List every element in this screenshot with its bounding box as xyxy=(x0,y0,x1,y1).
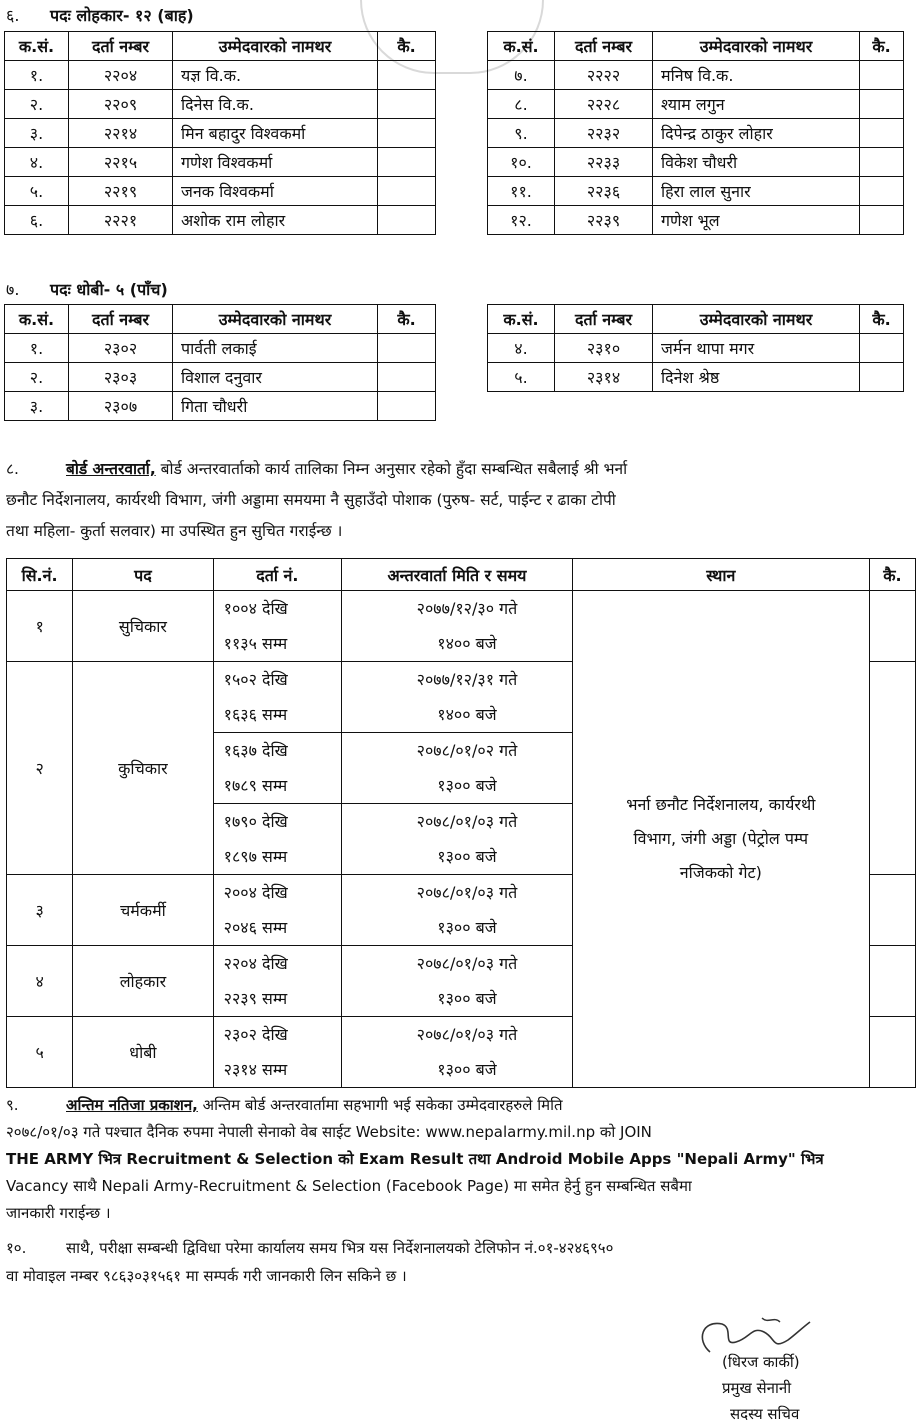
post-cell: चर्मकर्मी xyxy=(73,875,213,946)
serial-cell: ६. xyxy=(5,206,69,235)
reg-number-cell: २२३९ xyxy=(555,206,653,235)
remarks-cell xyxy=(869,875,915,946)
reg-number-cell: २२१४ xyxy=(69,119,173,148)
candidate-name-cell: गिता चौधरी xyxy=(173,392,378,421)
remarks-cell xyxy=(378,148,436,177)
post-cell: कुचिकार xyxy=(73,662,213,875)
serial-cell: ८. xyxy=(488,90,555,119)
serial-cell: ४. xyxy=(5,148,69,177)
serial-cell: २ xyxy=(7,662,73,875)
candidate-name-cell: गणेश विश्वकर्मा xyxy=(173,148,378,177)
table-row xyxy=(488,334,904,363)
candidate-name-cell: दिनेस वि.क. xyxy=(173,90,378,119)
section7-heading: ७. पदः धोबी- ५ (पाँच) xyxy=(6,280,168,299)
remarks-cell xyxy=(869,946,915,1017)
candidate-name-cell: पार्वती लकाई xyxy=(173,334,378,363)
serial-cell: १. xyxy=(5,61,69,90)
remarks-cell xyxy=(860,206,904,235)
reg-number-cell: २२२८ xyxy=(555,90,653,119)
interview-schedule-table: सि.नं. पद दर्ता नं. अन्तरवार्ता मिति र समय स्थान कै. १ सुचिकार १००४ देखि ११३५ सम्म २०७७/१२/३० गते १४०० बजे भर्ना छनौट निर्देशनालय, कार्यरथी विभाग, जंगी अड्डा (पेट्रोल पम्प नजिकको गेट) २ कुचिकार १५०२ देखि १६३६ सम्म २०७७/१२/३१ गते १४०० बजे १६३७ देखि १७८९ सम्म २०७८/०१/०२ गते १३०० बजे १७९० देखि १८९७ सम्म २०७८/०१/०३ गते १३०० बजे ३ चर्मकर्मी २००४ देखि २०४६ सम्म २०७८/०१/०३ गते १३०० बजे ४ लोहकार २२०४ देखि २२३९ सम्म २०७८/०१/०३ गते १३०० बजे ५ धोबी २३०२ देखि २३१४ सम्म २०७८/०१/०३ गते १३०० बजे xyxy=(6,558,916,1088)
reg-range-cell: १७९० देखि १८९७ सम्म xyxy=(213,804,341,875)
reg-number-cell: २२१५ xyxy=(69,148,173,177)
serial-cell: ४ xyxy=(7,946,73,1017)
serial-cell: ५. xyxy=(488,363,555,392)
remarks-cell xyxy=(378,90,436,119)
reg-number-cell: २३१० xyxy=(555,334,653,363)
table-row xyxy=(5,334,436,363)
interview-datetime-cell: २०७८/०१/०३ गते १३०० बजे xyxy=(342,875,573,946)
table-row xyxy=(488,90,904,119)
candidate-name-cell: जनक विश्वकर्मा xyxy=(173,177,378,206)
serial-cell: १२. xyxy=(488,206,555,235)
candidate-name-cell: यज्ञ वि.क. xyxy=(173,61,378,90)
reg-range-cell: १००४ देखि ११३५ सम्म xyxy=(213,591,341,662)
reg-range-cell: २३०२ देखि २३१४ सम्म xyxy=(213,1017,341,1088)
reg-number-cell: २३०२ xyxy=(69,334,173,363)
table-row xyxy=(5,392,436,421)
signatory-title: प्रमुख सेनानी xyxy=(722,1379,792,1397)
serial-cell: ५ xyxy=(7,1017,73,1088)
interview-datetime-cell: २०७७/१२/३१ गते १४०० बजे xyxy=(342,662,573,733)
candidate-name-cell: दिनेश श्रेष्ठ xyxy=(653,363,860,392)
table-row xyxy=(488,177,904,206)
signature-block xyxy=(722,1349,800,1427)
reg-number-cell: २२३२ xyxy=(555,119,653,148)
signatory-name: (धिरज कार्की) xyxy=(722,1353,800,1371)
section6-table-left: क.सं. दर्ता नम्बर उम्मेदवारको नामथर कै. १. २२०४ यज्ञ वि.क. २. २२०९ दिनेस वि.क. ३. २२१४ मिन बहादुर विश्वकर्मा ४. २२१५ गणेश विश्वकर्मा ५. २२१९ जनक विश्वकर्मा ६. २२२१ अशोक राम लोहार xyxy=(4,31,436,235)
serial-cell: ५. xyxy=(5,177,69,206)
section7-table-right: क.सं. दर्ता नम्बर उम्मेदवारको नामथर कै. ४. २३१० जर्मन थापा मगर ५. २३१४ दिनेश श्रेष्ठ xyxy=(487,304,904,392)
serial-cell: ११. xyxy=(488,177,555,206)
reg-range-cell: १५०२ देखि १६३६ सम्म xyxy=(213,662,341,733)
remarks-cell xyxy=(860,148,904,177)
table-row xyxy=(488,206,904,235)
interview-datetime-cell: २०७८/०१/०३ गते १३०० बजे xyxy=(342,804,573,875)
candidate-name-cell: अशोक राम लोहार xyxy=(173,206,378,235)
serial-cell: ३. xyxy=(5,119,69,148)
remarks-cell xyxy=(860,177,904,206)
table-row xyxy=(488,148,904,177)
reg-number-cell: २२१९ xyxy=(69,177,173,206)
candidate-name-cell: विकेश चौधरी xyxy=(653,148,860,177)
candidate-name-cell: दिपेन्द्र ठाकुर लोहार xyxy=(653,119,860,148)
serial-cell: ९. xyxy=(488,119,555,148)
remarks-cell xyxy=(860,363,904,392)
post-cell: लोहकार xyxy=(73,946,213,1017)
serial-cell: ४. xyxy=(488,334,555,363)
serial-cell: ३ xyxy=(7,875,73,946)
table-row xyxy=(488,119,904,148)
section10-paragraph: १०. साथै, परीक्षा सम्बन्धी द्विविधा परेमा कार्यालय समय भित्र यस निर्देशनालयको टेलिफोन नं.०१-४२४६९५० वा मोवाइल नम्बर ९८६३०३१५६१ मा सम्पर्क गरी जानकारी लिन सकिने छ । xyxy=(6,1239,614,1285)
table-row xyxy=(7,591,916,662)
interview-datetime-cell: २०७८/०१/०३ गते १३०० बजे xyxy=(342,946,573,1017)
table-row xyxy=(5,363,436,392)
candidate-name-cell: मिन बहादुर विश्वकर्मा xyxy=(173,119,378,148)
remarks-cell xyxy=(378,61,436,90)
reg-range-cell: २००४ देखि २०४६ सम्म xyxy=(213,875,341,946)
remarks-cell xyxy=(860,61,904,90)
candidate-name-cell: जर्मन थापा मगर xyxy=(653,334,860,363)
reg-number-cell: २२०९ xyxy=(69,90,173,119)
section6-table-right: क.सं. दर्ता नम्बर उम्मेदवारको नामथर कै. ७. २२२२ मनिष वि.क. ८. २२२८ श्याम लगुन ९. २२३२ दिपेन्द्र ठाकुर लोहार १०. २२३३ विकेश चौधरी ११. २२३६ हिरा लाल सुनार १२. २२३९ गणेश भूल xyxy=(487,31,904,235)
serial-cell: ३. xyxy=(5,392,69,421)
serial-cell: १. xyxy=(5,334,69,363)
serial-cell: १ xyxy=(7,591,73,662)
remarks-cell xyxy=(378,177,436,206)
remarks-cell xyxy=(860,119,904,148)
section6-heading: ६. पदः लोहकार- १२ (बाह) xyxy=(6,6,194,25)
serial-cell: १०. xyxy=(488,148,555,177)
remarks-cell xyxy=(378,206,436,235)
reg-range-cell: १६३७ देखि १७८९ सम्म xyxy=(213,733,341,804)
venue-cell: भर्ना छनौट निर्देशनालय, कार्यरथी विभाग, जंगी अड्डा (पेट्रोल पम्प नजिकको गेट) xyxy=(572,591,869,1088)
table-row xyxy=(488,61,904,90)
table-row xyxy=(488,363,904,392)
reg-number-cell: २३१४ xyxy=(555,363,653,392)
section9-paragraph: ९. अन्तिम नतिजा प्रकाशन, अन्तिम बोर्ड अन्तरवार्तामा सहभागी भई सकेका उम्मेदवारहरुले मिति २०७८/०१/०३ गते पश्चात दैनिक रुपमा नेपाली सेनाको वेब साईट Website: www.nepalarmy.mil.np को JOIN THE ARMY भित्र Recruitment & Selection को Exam Result तथा Android Mobile Apps "Nepali Army" भित्र Vacancy साथै Nepali Army-Recruitment & Selection (Facebook Page) मा समेत हेर्नु हुन सम्बन्धित सबैमा जानकारी गराईन्छ । xyxy=(6,1096,824,1222)
post-cell: धोबी xyxy=(73,1017,213,1088)
table-row xyxy=(5,90,436,119)
serial-cell: २. xyxy=(5,90,69,119)
serial-cell: २. xyxy=(5,363,69,392)
interview-datetime-cell: २०७७/१२/३० गते १४०० बजे xyxy=(342,591,573,662)
interview-datetime-cell: २०७८/०१/०२ गते १३०० बजे xyxy=(342,733,573,804)
reg-range-cell: २२०४ देखि २२३९ सम्म xyxy=(213,946,341,1017)
candidate-name-cell: विशाल दनुवार xyxy=(173,363,378,392)
candidate-name-cell: श्याम लगुन xyxy=(653,90,860,119)
reg-number-cell: २२२२ xyxy=(555,61,653,90)
table-row xyxy=(5,119,436,148)
remarks-cell xyxy=(869,591,915,662)
remarks-cell xyxy=(860,334,904,363)
candidate-name-cell: मनिष वि.क. xyxy=(653,61,860,90)
table-row xyxy=(5,177,436,206)
reg-number-cell: २२०४ xyxy=(69,61,173,90)
reg-number-cell: २२३६ xyxy=(555,177,653,206)
table-row xyxy=(5,148,436,177)
candidate-name-cell: गणेश भूल xyxy=(653,206,860,235)
remarks-cell xyxy=(378,392,436,421)
post-cell: सुचिकार xyxy=(73,591,213,662)
remarks-cell xyxy=(378,119,436,148)
serial-cell: ७. xyxy=(488,61,555,90)
table-row xyxy=(5,61,436,90)
interview-datetime-cell: २०७८/०१/०३ गते १३०० बजे xyxy=(342,1017,573,1088)
section8-paragraph: ८. बोर्ड अन्तरवार्ता, बोर्ड अन्तरवार्ताको कार्य तालिका निम्न अनुसार रहेको हुँदा सम्बन्धित सबैलाई श्री भर्ना छनौट निर्देशनालय, कार्यरथी विभाग, जंगी अड्डामा समयमा नै सुहाउँदो पोशाक (पुरुष- सर्ट, पाईन्ट र ढाका टोपी तथा महिला- कुर्ता सलवार) मा उपस्थित हुन सुचित गराईन्छ । xyxy=(6,460,628,540)
reg-number-cell: २२२१ xyxy=(69,206,173,235)
remarks-cell xyxy=(378,334,436,363)
reg-number-cell: २३०७ xyxy=(69,392,173,421)
remarks-cell xyxy=(869,1017,915,1088)
candidate-name-cell: हिरा लाल सुनार xyxy=(653,177,860,206)
remarks-cell xyxy=(869,662,915,875)
signatory-role: सदस्य सचिव xyxy=(730,1405,800,1423)
table-row xyxy=(5,206,436,235)
remarks-cell xyxy=(378,363,436,392)
reg-number-cell: २३०३ xyxy=(69,363,173,392)
remarks-cell xyxy=(860,90,904,119)
section7-table-left: क.सं. दर्ता नम्बर उम्मेदवारको नामथर कै. १. २३०२ पार्वती लकाई २. २३०३ विशाल दनुवार ३. २३०७ गिता चौधरी xyxy=(4,304,436,421)
reg-number-cell: २२३३ xyxy=(555,148,653,177)
